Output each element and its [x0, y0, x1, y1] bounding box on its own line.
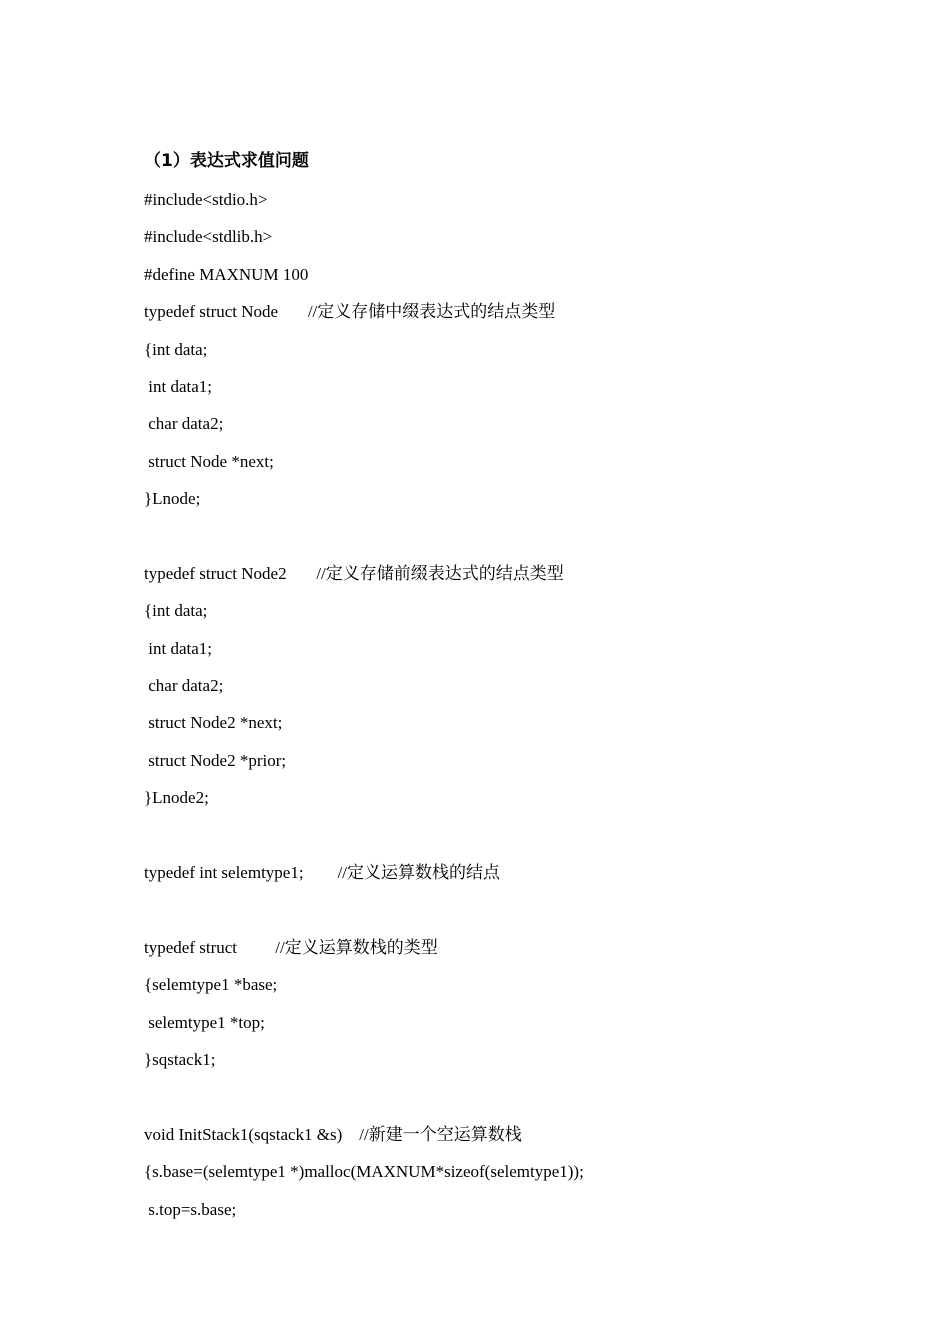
code-line: }Lnode; [144, 489, 201, 509]
code-line: int data1; [144, 376, 212, 396]
code-line: typedef int selemtype1; //定义运算数栈的结点 [144, 863, 501, 883]
code-line [144, 1084, 584, 1121]
code-line: int data1; [144, 638, 212, 658]
code-line: }sqstack1; [144, 1049, 216, 1069]
code-line: char data2; [144, 414, 224, 434]
code-line: char data2; [144, 676, 224, 696]
code-line: void InitStack1(sqstack1 &s) //新建一个空运算数栈 [144, 1124, 522, 1144]
code-line: {int data; [144, 339, 208, 359]
code-line: typedef struct Node2 //定义存储前缀表达式的结点类型 [144, 563, 564, 583]
code-line: selemtype1 *top; [144, 1012, 265, 1032]
code-line: s.top=s.base; [144, 1199, 237, 1219]
code-line: }Lnode2; [144, 788, 209, 808]
code-line: {s.base=(selemtype1 *)malloc(MAXNUM*sizeof(selemtype1)); [144, 1162, 584, 1182]
code-line [144, 524, 584, 561]
code-line: {int data; [144, 601, 208, 621]
code-line [144, 897, 584, 934]
code-line: #include<stdio.h> [144, 190, 268, 209]
code-line: struct Node2 *next; [144, 713, 283, 733]
code-line [144, 823, 584, 860]
section-heading: （1）表达式求值问题 [144, 151, 309, 171]
code-line: typedef struct //定义运算数栈的类型 [144, 937, 438, 957]
code-line: typedef struct Node //定义存储中缀表达式的结点类型 [144, 302, 556, 322]
code-line: struct Node *next; [144, 451, 274, 471]
code-block [144, 187, 584, 1234]
code-line: struct Node2 *prior; [144, 750, 287, 770]
code-line: {selemtype1 *base; [144, 975, 278, 995]
code-line: #define MAXNUM 100 [144, 264, 309, 284]
code-line: #include<stdlib.h> [144, 227, 273, 247]
